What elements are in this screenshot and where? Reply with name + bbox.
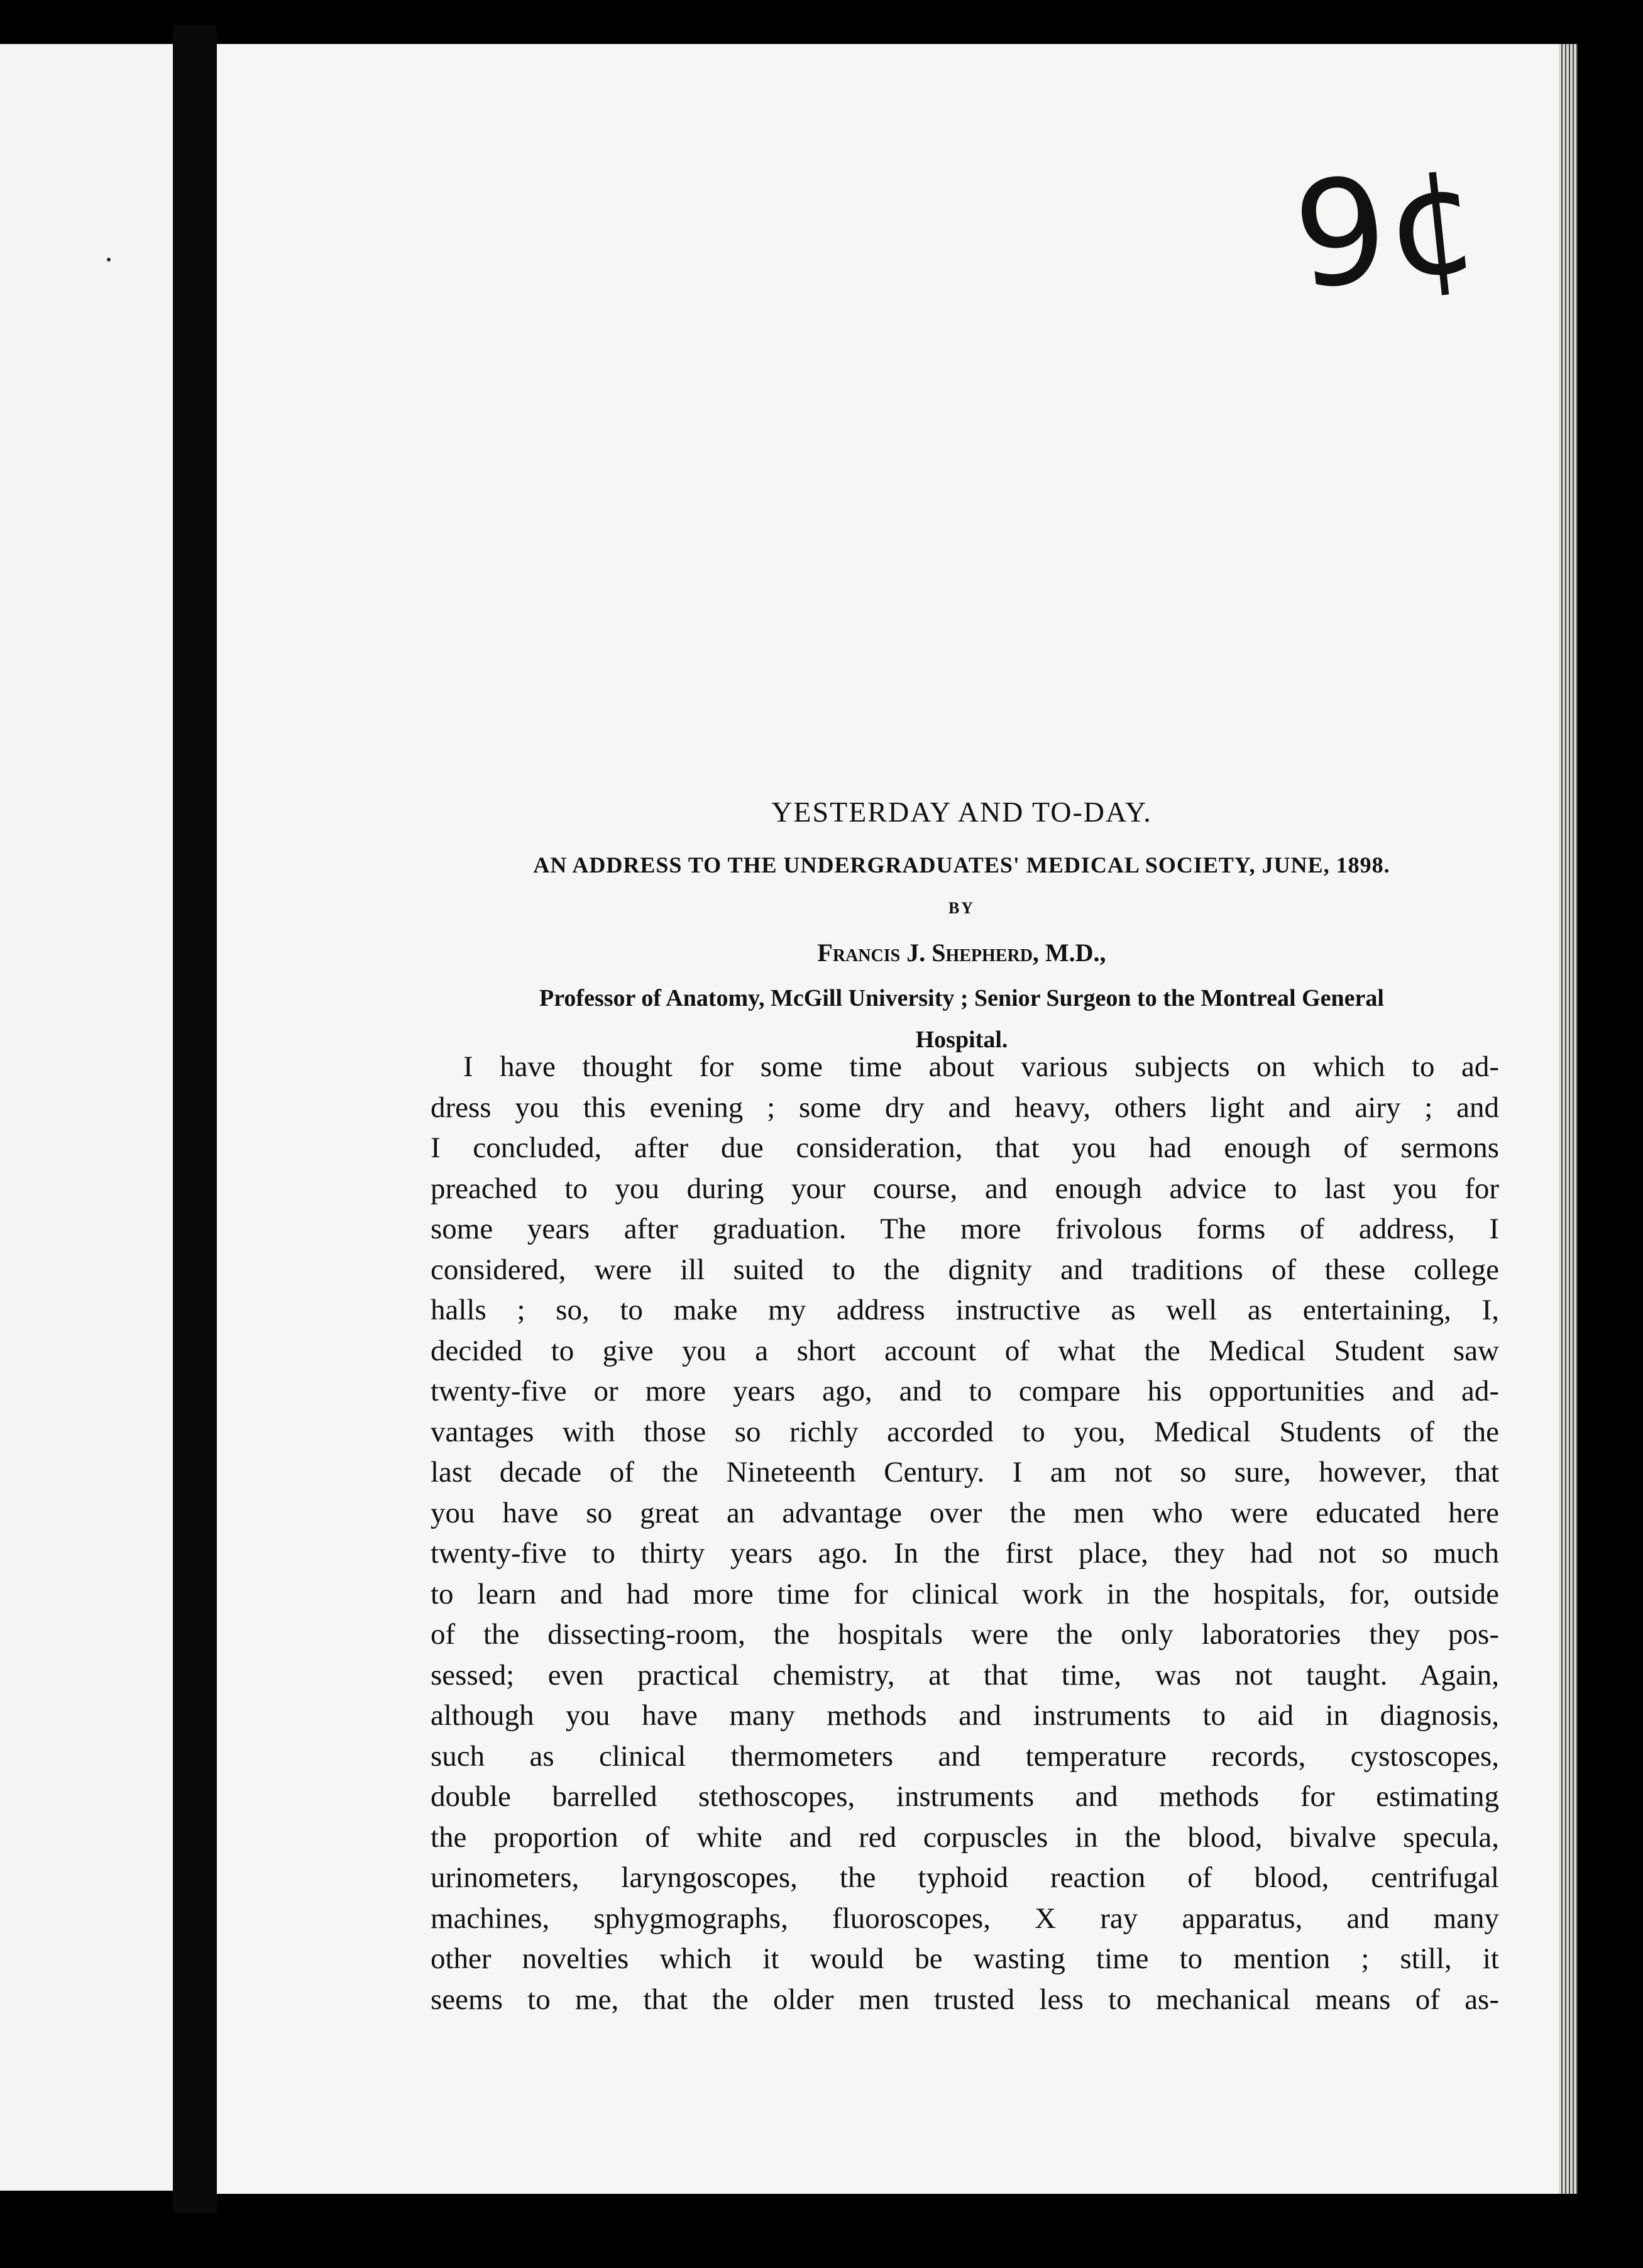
affiliation-line-1: Professor of Anatomy, McGill University ; Senior Surgeon to the Montreal General <box>539 985 1384 1011</box>
article-subtitle: AN ADDRESS TO THE UNDERGRADUATES' MEDICAL SOCIETY, JUNE, 1898. <box>533 852 1390 878</box>
affiliation-line-2: Hospital. <box>915 1027 1008 1053</box>
text-line: some years after graduation. The more frivolous forms of address, I <box>431 1213 1499 1245</box>
speck <box>107 258 111 261</box>
text-line: such as clinical thermometers and temperature records, cystoscopes, <box>431 1739 1499 1773</box>
text-line: to learn and had more time for clinical work in the hospitals, for, outside <box>431 1577 1499 1610</box>
text-line: considered, were ill suited to the dignity and traditions of these college <box>431 1253 1499 1286</box>
article-title: YESTERDAY AND TO-DAY. <box>771 796 1152 828</box>
book-gutter <box>173 25 217 2213</box>
text-line: of the dissecting-room, the hospitals were the only laboratories they pos- <box>431 1618 1499 1651</box>
text-line: twenty-five to thirty years ago. In the first place, they had not so much <box>431 1537 1499 1570</box>
body-paragraph <box>431 1047 1499 2020</box>
text-line: halls ; so, to make my address instructive as well as entertaining, I, <box>431 1294 1499 1326</box>
text-line: the proportion of white and red corpuscles in the blood, bivalve specula, <box>431 1820 1499 1854</box>
text-line: sessed; even practical chemistry, at that time, was not taught. Again, <box>431 1658 1499 1692</box>
text-line: dress you this evening ; some dry and heavy, others light and airy ; and <box>431 1091 1499 1124</box>
facing-page <box>0 44 173 2191</box>
text-line: although you have many methods and instruments to aid in diagnosis, <box>431 1699 1499 1732</box>
text-line: twenty-five or more years ago, and to compare his opportunities and ad- <box>431 1375 1499 1407</box>
handwritten-mark: 9¢ <box>1286 136 1487 322</box>
page-edge <box>1559 44 1578 2194</box>
author-name: Francis J. Shepherd, M.D., <box>817 939 1106 967</box>
text-line: other novelties which it would be wasting time to mention ; still, it <box>431 1942 1499 1975</box>
text-line: you have so great an advantage over the men who were educated here <box>431 1496 1499 1529</box>
text-line: seems to me, that the older men trusted less to mechanical means of as- <box>431 1983 1499 2016</box>
text-line: urinometers, laryngoscopes, the typhoid reaction of blood, centrifugal <box>431 1861 1499 1894</box>
text-line: machines, sphygmographs, fluoroscopes, X ray apparatus, and many <box>431 1902 1499 1935</box>
text-line: I have thought for some time about various subjects on which to ad- <box>463 1050 1499 1083</box>
text-line: preached to you during your course, and enough advice to last you for <box>431 1172 1499 1205</box>
text-line: double barrelled stethoscopes, instruments and methods for estimating <box>431 1780 1499 1813</box>
text-line: last decade of the Nineteenth Century. I am not so sure, however, that <box>431 1456 1499 1489</box>
byline-label: BY <box>948 899 975 917</box>
text-line: vantages with those so richly accorded to you, Medical Students of the <box>431 1415 1499 1448</box>
text-line: I concluded, after due consideration, that you had enough of sermons <box>431 1131 1499 1164</box>
text-line: decided to give you a short account of what the Medical Student saw <box>431 1334 1499 1367</box>
